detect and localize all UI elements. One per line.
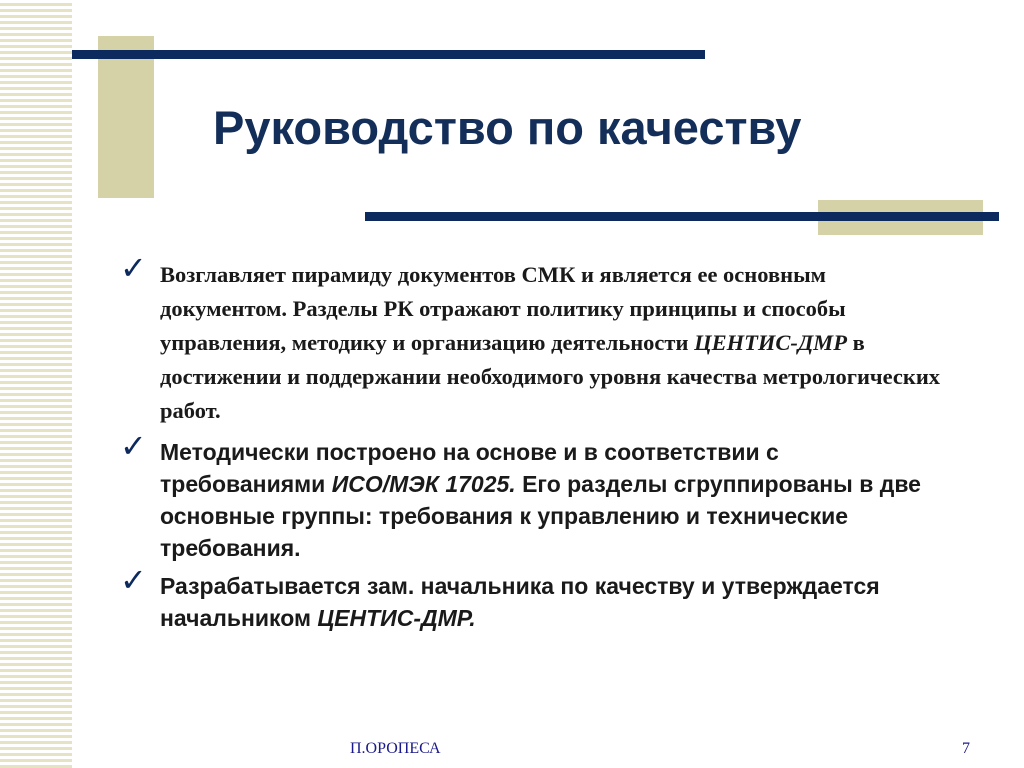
check-icon: ✓ <box>120 561 147 599</box>
check-icon: ✓ <box>120 427 147 465</box>
bullet-item <box>120 427 950 564</box>
decorative-bar-top <box>72 50 705 59</box>
footer-author: П.ОРОПЕСА <box>350 740 441 757</box>
slide-title: Руководство по качеству <box>213 101 802 154</box>
page-number: 7 <box>962 740 970 757</box>
bullet-text: Возглавляет пирамиду документов СМК и является ее основным документом. Разделы РК отражают политику принципы и способы управления, методику и организацию деятельности ЦЕНТИС-ДМР в достижении и поддержании необходимого уровня качества метрологических работ. <box>160 262 941 423</box>
bullet-item <box>120 249 950 428</box>
standard-name: ИСО/МЭК 17025. <box>331 471 516 497</box>
bullet-item <box>120 561 950 634</box>
org-name: ЦЕНТИС-ДМР. <box>317 605 476 631</box>
decorative-block-left <box>98 36 154 198</box>
decorative-bar-bottom <box>365 212 999 221</box>
decorative-stripes <box>0 0 72 768</box>
bullet-list <box>120 249 950 634</box>
check-icon: ✓ <box>120 249 147 287</box>
bullet-text: Методически построено на основе и в соответствии с требованиями ИСО/МЭК 17025. Его разделы сгруппированы в две основные группы: требования к управлению и технические требования. <box>160 439 921 561</box>
org-name: ЦЕНТИС-ДМР <box>694 330 847 355</box>
bullet-text: Разрабатывается зам. начальника по качеству и утверждается начальником ЦЕНТИС-ДМР. <box>160 573 880 631</box>
